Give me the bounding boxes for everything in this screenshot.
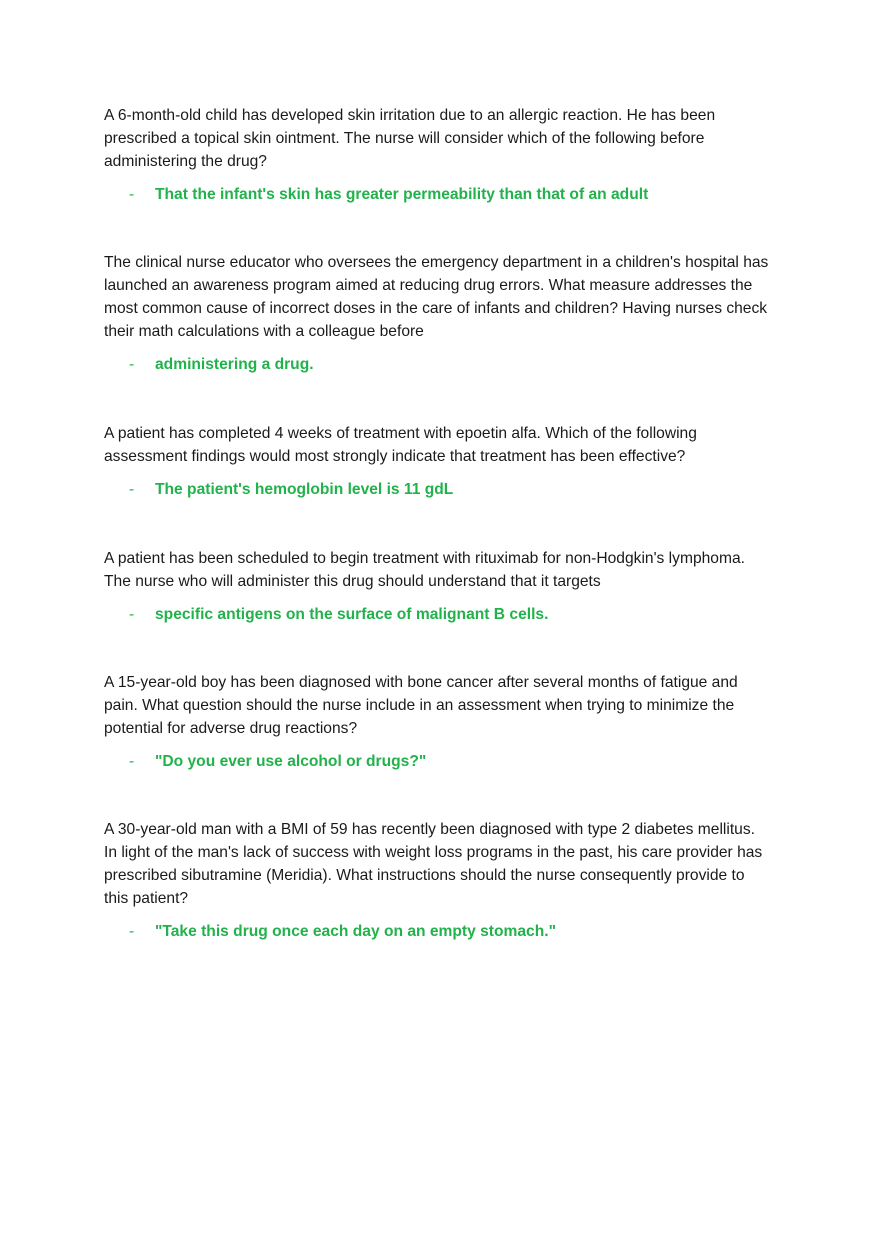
bullet-dash: - <box>129 923 135 940</box>
answer-row <box>104 183 769 206</box>
answer-text: specific antigens on the surface of malignant B cells. <box>155 606 549 623</box>
bullet-dash: - <box>129 186 135 203</box>
qa-list <box>104 104 769 999</box>
answer-row <box>104 750 769 773</box>
answer-text: administering a drug. <box>155 356 314 373</box>
question-text: A 6-month-old child has developed skin irritation due to an allergic reaction. He has been prescribed a topical skin ointment. The nurse will consider which of the following before administering the drug? <box>104 107 716 170</box>
question-text: A patient has completed 4 weeks of treatment with epoetin alfa. Which of the following assessment findings would most strongly indicate that treatment has been effective? <box>104 425 697 465</box>
qa-item-2 <box>104 251 769 376</box>
answer-text: The patient's hemoglobin level is 11 gdL <box>155 481 454 498</box>
answer-row <box>104 920 769 943</box>
bullet-dash: - <box>129 481 135 498</box>
answer-text: That the infant's skin has greater permeability than that of an adult <box>155 186 649 203</box>
qa-item-4 <box>104 547 769 626</box>
qa-item-1 <box>104 104 769 206</box>
question-text: The clinical nurse educator who oversees the emergency department in a children's hospital has launched an awareness program aimed at reducing drug errors. What measure addresses the most common cause of incorrect doses in the care of infants and children? Having nurses check their math calculations with a colleague before <box>104 254 769 340</box>
question-text: A 15-year-old boy has been diagnosed with bone cancer after several months of fatigue and pain. What question should the nurse include in an assessment when trying to minimize the potential for adverse drug reactions? <box>104 674 738 737</box>
qa-item-3 <box>104 422 769 501</box>
question-text: A 30-year-old man with a BMI of 59 has recently been diagnosed with type 2 diabetes mellitus. In light of the man's lack of success with weight loss programs in the past, his care provider has prescribed sibutramine (Meridia). What instructions should the nurse consequently provide to this patient? <box>104 821 763 907</box>
question-text: A patient has been scheduled to begin treatment with rituximab for non-Hodgkin's lymphoma. The nurse who will administer this drug should understand that it targets <box>104 550 745 590</box>
answer-text: "Do you ever use alcohol or drugs?" <box>155 753 427 770</box>
qa-item-6 <box>104 818 769 943</box>
bullet-dash: - <box>129 356 135 373</box>
answer-text: "Take this drug once each day on an empty stomach." <box>155 923 556 940</box>
answer-row <box>104 603 769 626</box>
answer-row <box>104 353 769 376</box>
bullet-dash: - <box>129 753 135 770</box>
qa-item-5 <box>104 671 769 773</box>
answer-row <box>104 478 769 501</box>
bullet-dash: - <box>129 606 135 623</box>
